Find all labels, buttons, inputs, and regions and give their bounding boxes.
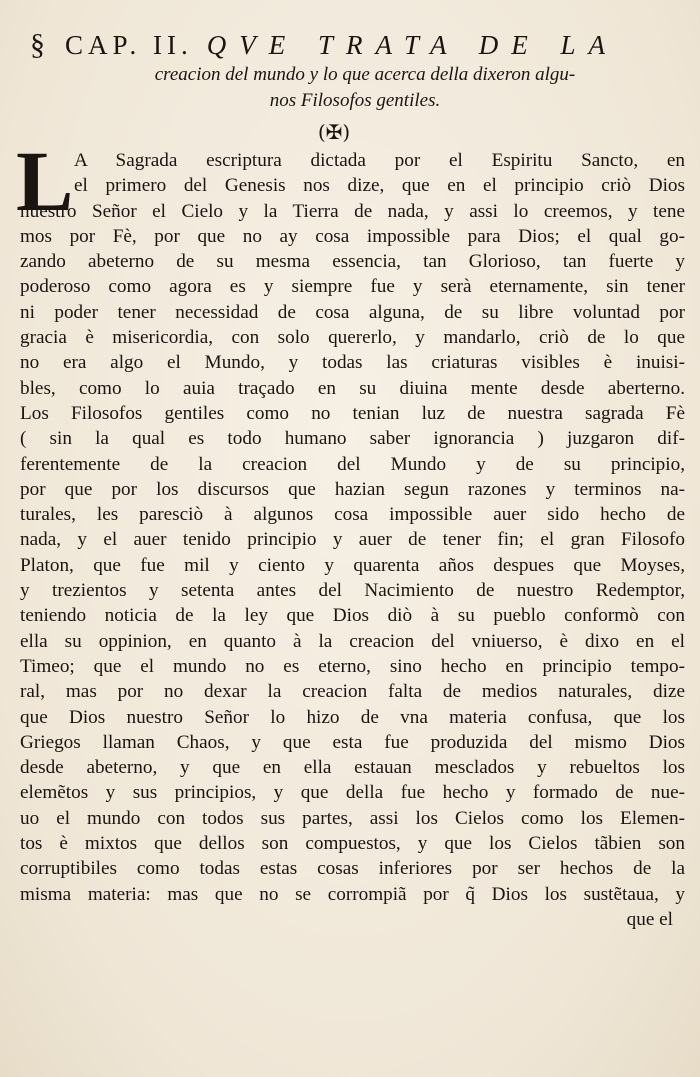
text-line: teniendo noticia de la ley que Dios diò à su pueblo conformò con [20,605,685,627]
text-line: tos è mixtos que dellos son compuestos, y que los Cielos tãbien son [20,833,685,855]
text-line: mos por Fè, por que no ay cosa impossible para Dios; el qual go- [20,225,685,247]
chapter-heading [30,28,680,114]
text-line: Griegos llaman Chaos, y que esta fue produzida del mismo Dios [20,731,685,753]
text-line: ni poder tener necessidad de cosa alguna, de su libre voluntad por [20,301,685,323]
chapter-subtitle-line-2: nos Filosofos gentiles. [269,90,441,111]
text-line: ( sin la qual es todo humano saber ignorancia ) juzgaron dif- [20,428,685,450]
text-line: elemẽtos y sus principios, y que della fue hecho y formado de nue- [20,782,685,804]
chapter-number: CAP. II. [65,30,193,60]
text-line: corruptibiles como todas estas cosas inferiores por ser hechos de la [20,858,685,880]
text-line: no era algo el Mundo, y todas las criaturas visibles è inuisi- [20,352,685,374]
text-line: que Dios nuestro Señor lo hizo de vna materia confusa, que los [20,706,685,728]
text-line: zando abeterno de su mesma essencia, tan Glorioso, tan fuerte y [20,251,685,273]
text-line: bles, como lo auia traçado en su diuina mente desde aberterno. [20,377,685,399]
text-line: ferentemente de la creacion del Mundo y de su principio, [20,453,685,475]
text-line: ral, mas por no dexar la creacion falta de medios naturales, dize [20,681,685,703]
text-line: uo el mundo con todos sus partes, assi los Cielos como los Elemen- [20,807,685,829]
text-line: turales, les paresciò à algunos cosa impossible auer sido hecho de [20,504,685,526]
body-text [20,148,685,932]
text-line: y trezientos y setenta antes del Nacimiento de nuestro Redemptor, [20,580,685,602]
text-line: Los Filosofos gentiles como no tenian luz de nuestra sagrada Fè [20,402,685,424]
chapter-title-line [30,28,680,62]
text-line-catchword: que el [626,908,673,930]
text-line: Timeo; que el mundo no es eterno, sino hecho en principio tempo- [20,655,685,677]
chapter-title: QVE TRATA DE LA [206,30,619,60]
cross-ornament: (✠) [317,120,351,144]
section-mark: § [30,28,45,61]
text-line: poderoso como agora es y siempre fue y serà eternamente, sin tener [20,276,685,298]
text-line: el primero del Genesis nos dize, que en el principio criò Dios [74,175,685,197]
text-line: por que por los discursos que hazian segun razones y terminos na- [20,478,685,500]
chapter-subtitle-line-1: creacion del mundo y lo que acerca della dixeron algu- [154,64,576,85]
text-line: nuestro Señor el Cielo y la Tierra de nada, y assi lo creemos, y tene [20,200,685,222]
text-line: A Sagrada escriptura dictada por el Espiritu Sancto, en [74,150,685,171]
text-line: Platon, que fue mil y ciento y quarenta años despues que Moyses, [20,554,685,576]
drop-cap-initial: L [16,133,74,229]
text-line: ella su oppinion, en quanto à la creacion del vniuerso, è dixo en el [20,630,685,652]
text-line: desde abeterno, y que en ella estauan mesclados y rebueltos los [20,757,685,779]
text-line: nada, y el auer tenido principio y auer de tener fin; el gran Filosofo [20,529,685,551]
text-line: gracia è misericordia, con solo quererlo, y mandarlo, criò de lo que [20,327,685,349]
text-line: misma materia: mas que no se corrompiã por q̃ Dios los sustẽtaua, y [20,883,685,905]
